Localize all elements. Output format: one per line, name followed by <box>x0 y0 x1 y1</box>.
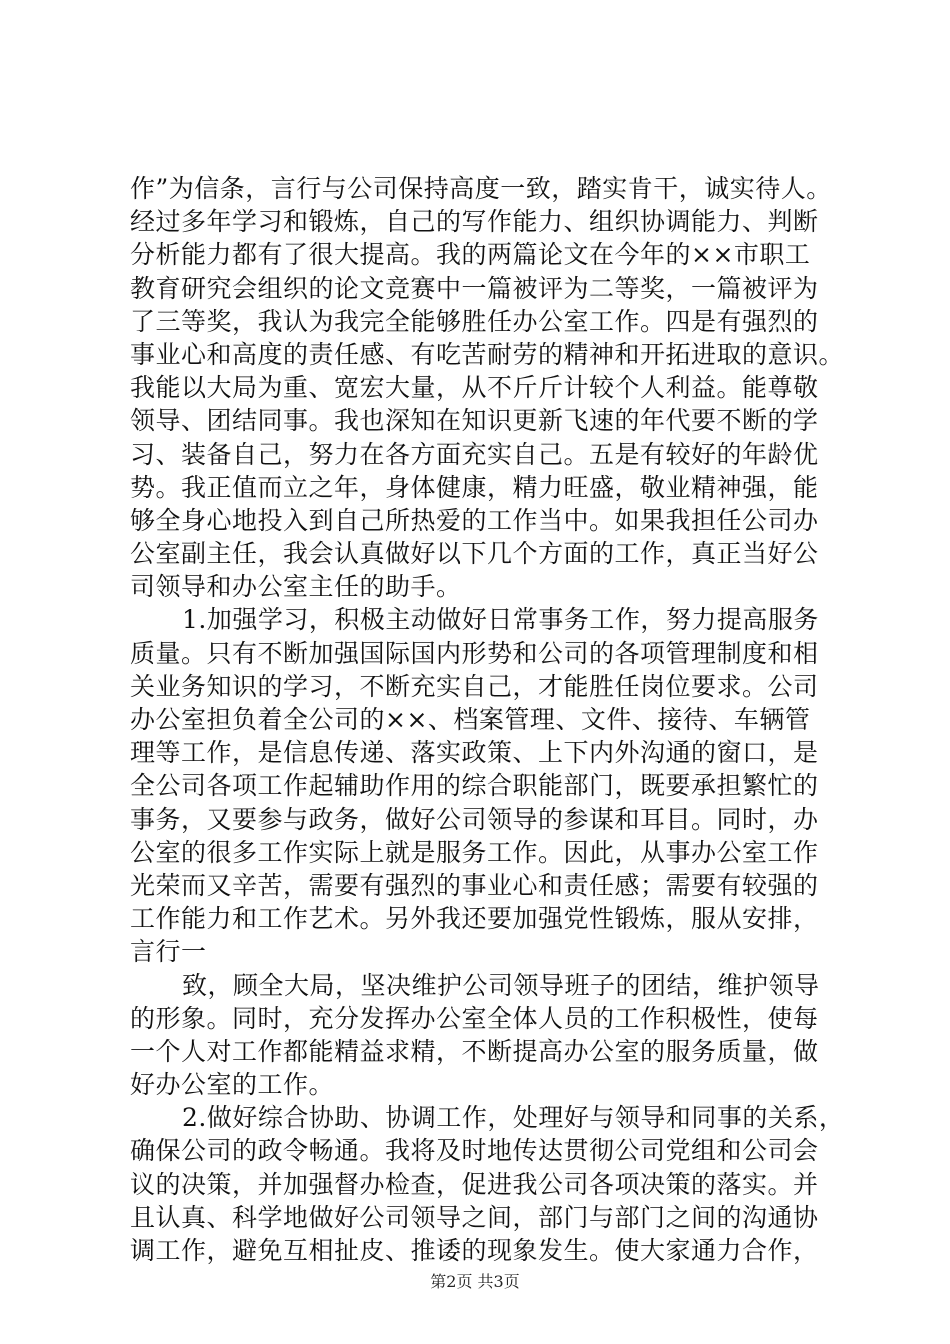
text-line: 教育研究会组织的论文竞赛中一篇被评为二等奖，一篇被评为 <box>130 273 819 303</box>
text-line: 领导、团结同事。我也深知在知识更新飞速的年代要不断的学 <box>130 406 819 436</box>
text-line: 言行一 <box>130 937 207 967</box>
text-line: 确保公司的政令畅通。我将及时地传达贯彻公司党组和公司会 <box>130 1136 819 1166</box>
text-line: 司领导和办公室主任的助手。 <box>130 572 462 602</box>
text-line: 的形象。同时，充分发挥办公室全体人员的工作积极性，使每 <box>130 1003 819 1033</box>
text-line: 光荣而又辛苦，需要有强烈的事业心和责任感；需要有较强的 <box>130 870 819 900</box>
paragraph-heading-2: 2.做好综合协助、协调工作，处理好与领导和同事的关系， <box>182 1103 845 1133</box>
text-line: 作”为信条，言行与公司保持高度一致，踏实肯干，诚实待人。 <box>130 174 832 203</box>
text-line: 质量。只有不断加强国际国内形势和公司的各项管理制度和相 <box>130 638 819 668</box>
page-number: 第2页 共3页 <box>430 1272 520 1291</box>
text-line: 习、装备自己，努力在各方面充实自己。五是有较好的年龄优 <box>130 439 819 469</box>
text-line: 调工作，避免互相扯皮、推诿的现象发生。使大家通力合作， <box>130 1236 819 1265</box>
text-line: 理等工作，是信息传递、落实政策、上下内外沟通的窗口，是 <box>130 738 819 768</box>
text-line: 势。我正值而立之年，身体健康，精力旺盛，敬业精神强，能 <box>130 472 819 502</box>
text-line: 且认真、科学地做好公司领导之间，部门与部门之间的沟通协 <box>130 1202 819 1232</box>
text-line: 了三等奖，我认为我完全能够胜任办公室工作。四是有强烈的 <box>130 306 819 336</box>
text-line: 事业心和高度的责任感、有吃苦耐劳的精神和开拓进取的意识。 <box>130 339 845 369</box>
text-line: 办公室担负着全公司的××、档案管理、文件、接待、车辆管 <box>130 705 811 734</box>
paragraph-heading-1: 1.加强学习，积极主动做好日常事务工作，努力提高服务 <box>182 605 819 635</box>
text-line: 好办公室的工作。 <box>130 1070 335 1100</box>
text-line: 关业务知识的学习，不断充实自己，才能胜任岗位要求。公司 <box>130 671 819 701</box>
text-line: 致，顾全大局，坚决维护公司领导班子的团结，维护领导 <box>182 970 820 1000</box>
text-line: 全公司各项工作起辅助作用的综合职能部门，既要承担繁忙的 <box>130 771 819 801</box>
text-line: 议的决策，并加强督办检查，促进我公司各项决策的落实。并 <box>130 1169 819 1199</box>
text-line: 事务，又要参与政务，做好公司领导的参谋和耳目。同时，办 <box>130 804 819 834</box>
text-line: 一个人对工作都能精益求精，不断提高办公室的服务质量，做 <box>130 1036 819 1066</box>
text-line: 公室的很多工作实际上就是服务工作。因此，从事办公室工作 <box>130 837 819 867</box>
text-line: 分析能力都有了很大提高。我的两篇论文在今年的××市职工 <box>130 240 811 270</box>
text-line: 够全身心地投入到自己所热爱的工作当中。如果我担任公司办 <box>130 505 819 535</box>
text-line: 公室副主任，我会认真做好以下几个方面的工作，真正当好公 <box>130 539 819 569</box>
text-line: 我能以大局为重、宽宏大量，从不斤斤计较个人利益。能尊敬 <box>130 373 819 403</box>
text-line: 工作能力和工作艺术。另外我还要加强党性锻炼，服从安排， <box>130 904 819 934</box>
text-line: 经过多年学习和锻炼，自己的写作能力、组织协调能力、判断 <box>130 207 819 237</box>
body-text <box>130 172 850 1267</box>
